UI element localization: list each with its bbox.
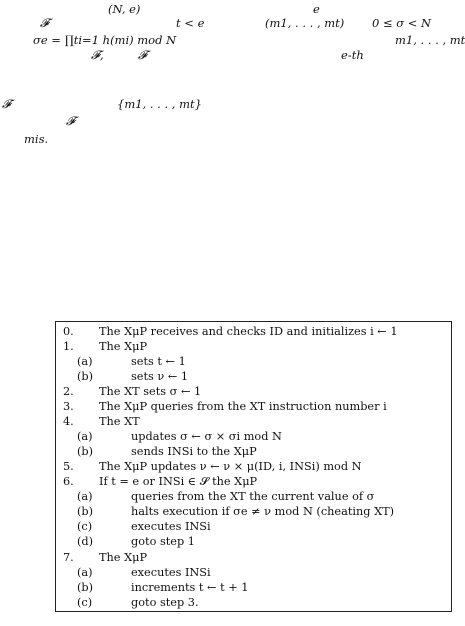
substep-text: executes INSi <box>131 520 211 533</box>
step-number: 0. <box>63 325 74 338</box>
fragment-sigma-range: 0 ≤ σ < N <box>372 16 432 30</box>
fragment-e: e <box>313 2 320 16</box>
substep-text: sends INSi to the XμP <box>131 445 257 458</box>
fragment-key-pair: (N, e) <box>108 2 141 16</box>
step-text: The XT <box>99 415 140 428</box>
fragment-script-f-2: 𝓕 <box>138 48 147 62</box>
fragment-e-th: e-th <box>341 48 364 62</box>
step-text: The XμP queries from the XT instruction number i <box>99 400 387 413</box>
step-text: The XT sets σ ← 1 <box>99 385 202 398</box>
substep-label: (b) <box>77 370 94 383</box>
substep-text: updates σ ← σ × σi mod N <box>131 430 282 443</box>
step-text: The XμP <box>99 340 148 353</box>
fragment-script-f-comma: 𝓕, <box>91 48 104 62</box>
fragment-sigma-equation: σe = ∏ti=1 h(mi) mod N <box>33 33 177 47</box>
step-number: 5. <box>63 460 74 473</box>
algorithm-box <box>55 321 452 612</box>
substep-label: (b) <box>77 581 94 594</box>
substep-text: executes INSi <box>131 566 211 579</box>
fragment-mis: mis. <box>24 132 49 146</box>
substep-text: sets ν ← 1 <box>131 370 189 383</box>
fragment-message-tuple: (m1, . . . , mt) <box>265 16 345 30</box>
substep-text: goto step 1 <box>131 535 195 548</box>
substep-label: (a) <box>77 566 93 579</box>
substep-label: (a) <box>77 490 93 503</box>
substep-text: queries from the XT the current value of σ <box>131 490 375 503</box>
substep-label: (d) <box>77 535 94 548</box>
fragment-t-less-e: t < e <box>176 16 205 30</box>
fragment-message-list: m1, . . . , mt <box>395 33 465 47</box>
fragment-script-f: 𝓕 <box>40 16 49 30</box>
substep-text: sets t ← 1 <box>131 355 186 368</box>
step-text: The XμP updates ν ← ν × μ(ID, i, INSi) mod N <box>99 460 362 473</box>
substep-text: increments t ← t + 1 <box>131 581 249 594</box>
substep-text: halts execution if σe ≠ ν mod N (cheating XT) <box>131 505 395 518</box>
substep-label: (b) <box>77 505 94 518</box>
step-text: The XμP <box>99 551 148 564</box>
step-number: 2. <box>63 385 74 398</box>
substep-text: goto step 3. <box>131 596 199 609</box>
substep-label: (c) <box>77 520 93 533</box>
fragment-message-set: {m1, . . . , mt} <box>117 97 202 111</box>
step-number: 4. <box>63 415 74 428</box>
fragment-script-f-3: 𝓕 <box>2 97 11 111</box>
substep-label: (c) <box>77 596 93 609</box>
step-text: If t = e or INSi ∈ 𝓢 the XμP <box>99 475 258 488</box>
step-number: 1. <box>63 340 74 353</box>
substep-label: (a) <box>77 430 93 443</box>
substep-label: (a) <box>77 355 93 368</box>
fragment-script-f-4: 𝓕 <box>66 114 75 128</box>
step-number: 3. <box>63 400 74 413</box>
step-number: 7. <box>63 551 74 564</box>
substep-label: (b) <box>77 445 94 458</box>
step-text: The XμP receives and checks ID and initializes i ← 1 <box>99 325 398 338</box>
step-number: 6. <box>63 475 74 488</box>
